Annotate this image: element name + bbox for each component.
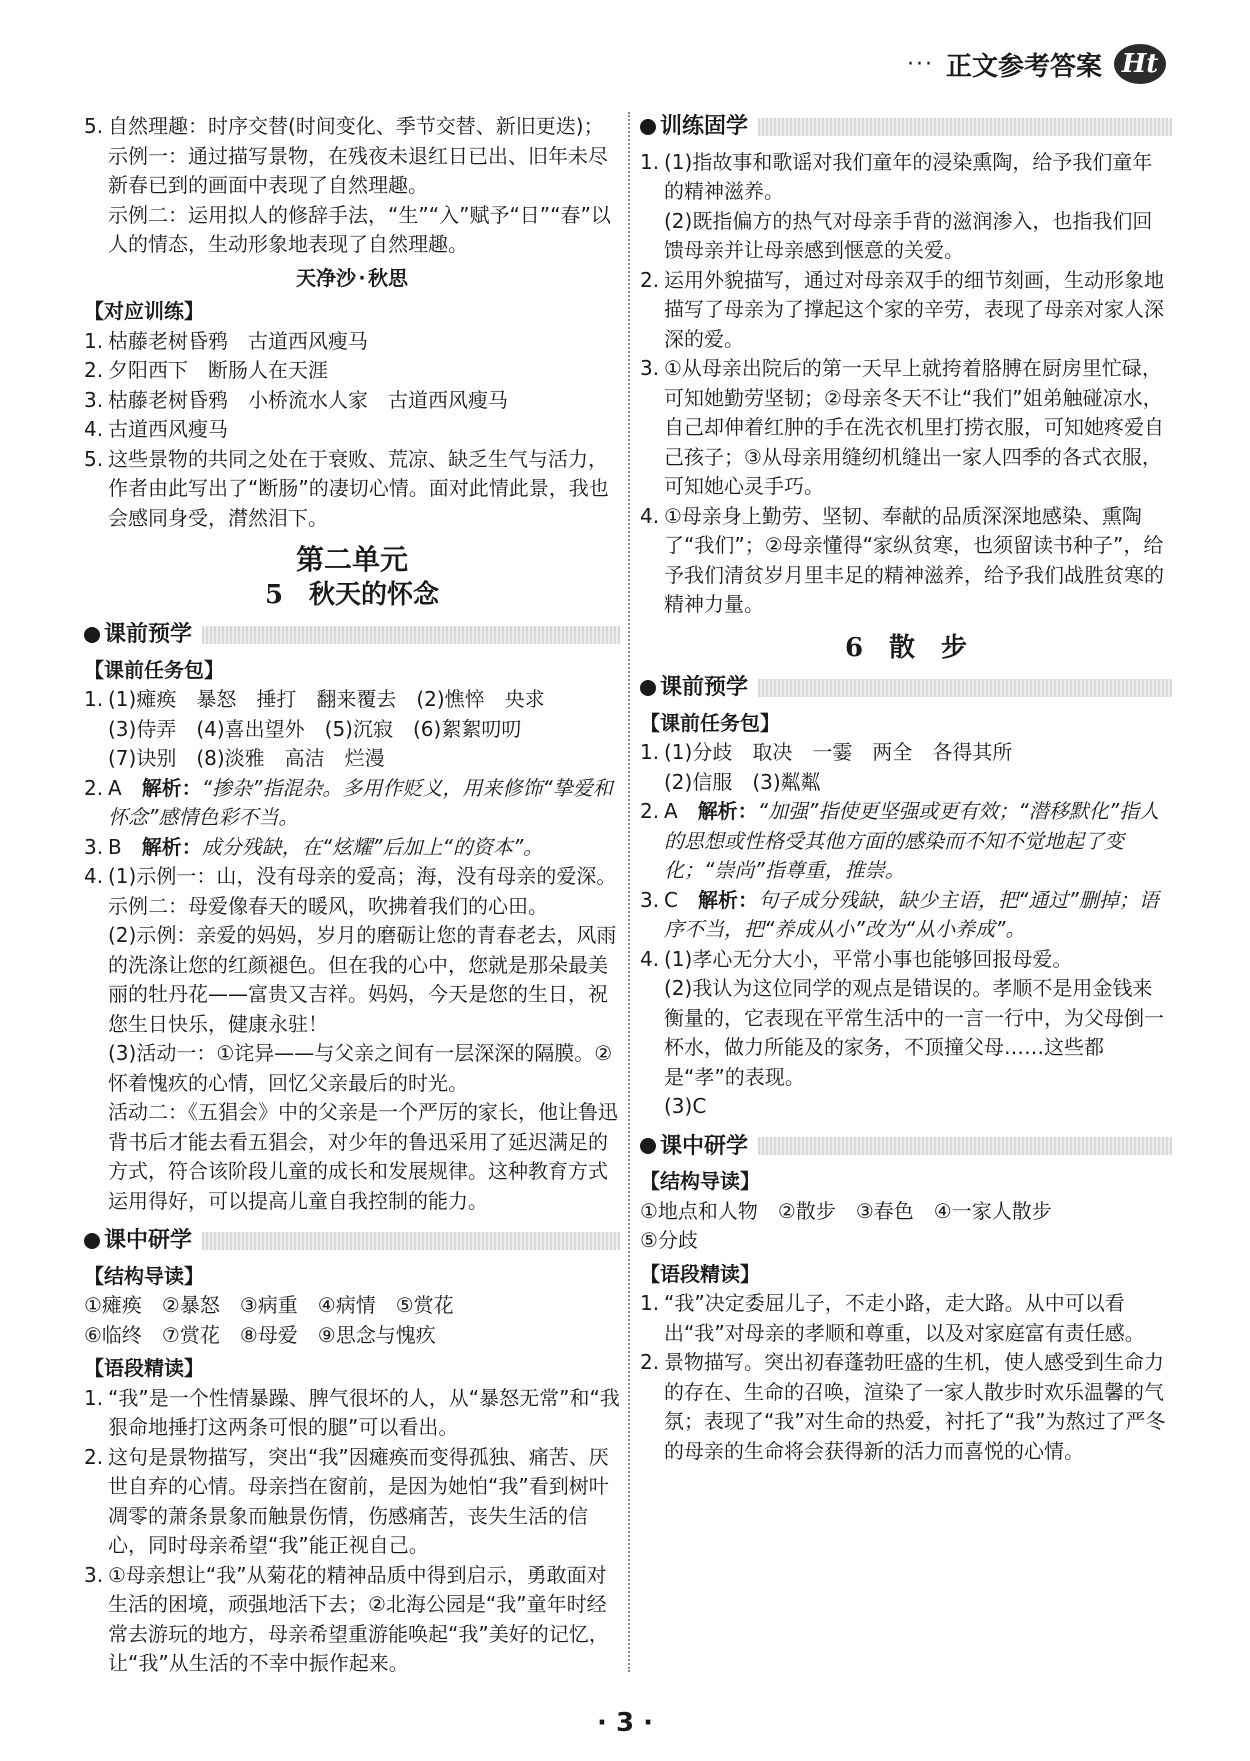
list-item: 2. 运用外貌描写，通过对母亲双手的细节刻画，生动形象地描写了母亲为了撑起这个家的辛劳，表现了母亲对家人深深的爱。	[640, 267, 1164, 351]
list-item: 2. 这句是景物描写，突出“我”因瘫痪而变得孤独、痛苦、厌世自弃的心情。母亲挡在窗前，是因为她怕“我”看到树叶凋零的萧条景象而触景伤情，伤感痛苦，丧失生活的信心，同时母亲希望“我”能正视自己。	[84, 1444, 609, 1557]
left-column: 5. 自然理趣：时序交替(时间变化、季节交替、新旧更迭)； 示例一：通过描写景物，在残夜未退红日已出、旧年未尽新春已到的画面中表现了自然理趣。 示例二：运用拟人的修辞手法，“生”“入”赋予“日”“春”以人的情态，生动形象地表现了自然理趣。 天净沙·秋思 【对应训练】 1. 枯藤老树昏鸦 古道西风瘦马 2. 夕阳西下 断肠人在天涯 3. 枯藤老树昏鸦 小桥流水人家 古道西风瘦马 4. 古道西风瘦马 5. 这些景物的共同之处在于衰败、荒凉、缺乏生气与活力，作者由此写出了“断肠”的凄切心情。面对此情此景，我也会感同身受，潸然泪下。 第二单元 5 秋天的怀念 课前预学 【课前任务包】 1. (1)瘫痪 暴怒 捶打 翻来覆去 (2)憔悴 央求 (3)侍弄 (4)喜出望外 (5)沉寂 (6)絮絮叨叨 (7)诀别 (8)淡雅 高洁 烂漫 2. A 解析：“掺杂”指混杂。多用作贬义，用来修饰“挚爱和怀念”感情色彩不当。 3. B 解析：成分残缺，在“炫耀”后加上“的资本”。 4. (1)示例一：山，没有母亲的爱高；海，没有母亲的爱深。 示例二：母爱像春天的暖风，吹拂着我们的心田。 (2)示例：亲爱的妈妈，岁月的磨砺让您的青春老去，风雨的洗涤让您的红颜褪色。但在我的心中，您就是那朵最美丽的牡丹花——富贵又吉祥。妈妈，今天是您的生日，祝您生日快乐，健康永驻！ (3)活动一：①诧异——与父亲之间有一层深深的隔膜。②怀着愧疚的心情，回忆父亲最后的时光。 活动二：《五猖会》中的父亲是一个严厉的家长，他让鲁迅背书后才能去看五猖会，对少年的鲁迅采用了延迟满足的方式，符合该阶段儿童的成长和发展规律。这种教育方式运用得好，可以提高儿童自我控制的能力。 课中研学 【结构导读】 ①瘫痪 ②暴怒 ③病重 ④病情 ⑤赏花 ⑥临终 ⑦赏花 ⑧母爱 ⑨思念与愧疚 【语段精读】 1. “我”是一个性情暴躁、脾气很坏的人，从“暴怒无常”和“我狠命地捶打这两条可恨的腿”可以看出。 2. 这句是景物描写，突出“我”因瘫痪而变得孤独、痛苦、厌世自弃的心情。母亲挡在窗前，是因为她怕“我”看到树叶凋零的萧条景象而触景伤情，伤感痛苦，丧失生活的信心，同时母亲希望“我”能正视自己。 3. ①母亲想让“我”从菊花的精神品质中得到启示，勇敢面对生活的困境，顽强地活下去；②北海公园是“我”童年时经常去游玩的地方，母亲希望重游能唤起“我”美好的记忆，让“我”从生活的不幸中振作起来。	[84, 112, 620, 1679]
header-dots: ···	[907, 51, 934, 77]
section-header: 课中研学	[84, 1226, 620, 1256]
list-item: 5. 自然理趣：时序交替(时间变化、季节交替、新旧更迭)； 示例一：通过描写景物，在残夜未退红日已出、旧年未尽新春已到的画面中表现了自然理趣。 示例二：运用拟人的修辞手法，“生”“入”赋予“日”“春”以人的情态，生动形象地表现了自然理趣。	[84, 114, 611, 256]
ht-logo-icon: Ht	[1114, 44, 1166, 84]
list-item: 3. 枯藤老树昏鸦 小桥流水人家 古道西风瘦马	[84, 387, 508, 412]
list-item: 3. ①从母亲出院后的第一天早上就挎着胳膊在厨房里忙碌，可知她勤劳坚韧；②母亲冬天不让“我们”姐弟触碰凉水，自己却伸着红肿的手在洗衣机里打捞衣服，可知她疼爱自己孩子；③从母亲用缝纫机缝出一家人四季的各式衣服，可知她心灵手巧。	[640, 356, 1164, 498]
list-item: 3. C 解析：句子成分残缺，缺少主语，把“通过”删掉；语序不当，把“养成从小”改为“从小养成”。	[640, 887, 1159, 941]
lesson-title: 6 散 步	[844, 632, 968, 663]
section-header: 课前预学	[640, 673, 1172, 703]
list-item: 2. 景物描写。突出初春蓬勃旺盛的生机，使人感受到生命力的存在、生命的召唤，渲染了一家人散步时欢乐温馨的气氛；表现了“我”对生命的热爱，衬托了“我”为熬过了严冬的母亲的生命将会获得新的活力而喜悦的心情。	[640, 1350, 1166, 1463]
page-number: · 3 ·	[597, 1708, 653, 1738]
list-item: 5. 这些景物的共同之处在于衰败、荒凉、缺乏生气与活力，作者由此写出了“断肠”的凄切心情。面对此情此景，我也会感同身受，潸然泪下。	[84, 446, 609, 530]
list-item: 2. A 解析：“掺杂”指混杂。多用作贬义，用来修饰“挚爱和怀念”感情色彩不当。	[84, 775, 613, 829]
list-item: 2. 夕阳西下 断肠人在天涯	[84, 358, 328, 382]
list-item: 4. ①母亲身上勤劳、坚韧、奉献的品质深深地感染、熏陶了“我们”；②母亲懂得“家纵贫寒，也须留读书种子”，给予我们清贫岁月里丰足的精神滋养，给予我们战胜贫寒的精神力量。	[640, 503, 1164, 616]
right-column: 训练固学 1. (1)指故事和歌谣对我们童年的浸染熏陶，给予我们童年的精神滋养。 (2)既指偏方的热气对母亲手背的滋润渗入，也指我们回馈母亲并让母亲感到惬意的关爱。 2. 运用外貌描写，通过对母亲双手的细节刻画，生动形象地描写了母亲为了撑起这个家的辛劳，表现了母亲对家人深深的爱。 3. ①从母亲出院后的第一天早上就挎着胳膊在厨房里忙碌，可知她勤劳坚韧；②母亲冬天不让“我们”姐弟触碰凉水，自己却伸着红肿的手在洗衣机里打捞衣服，可知她疼爱自己孩子；③从母亲用缝纫机缝出一家人四季的各式衣服，可知她心灵手巧。 4. ①母亲身上勤劳、坚韧、奉献的品质深深地感染、熏陶了“我们”；②母亲懂得“家纵贫寒，也须留读书种子”，给予我们清贫岁月里丰足的精神滋养，给予我们战胜贫寒的精神力量。 6 散 步 课前预学 【课前任务包】 1. (1)分歧 取决 一霎 两全 各得其所 (2)信服 (3)粼粼 2. A 解析：“加强”指使更坚强或更有效；“潜移默化”指人的思想或性格受其他方面的感染而不知不觉地起了变化；“崇尚”指尊重，推崇。 3. C 解析：句子成分残缺，缺少主语，把“通过”删掉；语序不当，把“养成从小”改为“从小养成”。 4. (1)孝心无分大小，平常小事也能够回报母爱。 (2)我认为这位同学的观点是错误的。孝顺不是用金钱来衡量的，它表现在平常生活中的一言一行中，为父母倒一杯水，做力所能及的家务，不顶撞父母……这些都是“孝”的表现。 (3)C 课中研学 【结构导读】 ①地点和人物 ②散步 ③春色 ④一家人散步 ⑤分歧 【语段精读】 1. “我”决定委屈儿子，不走小路，走大路。从中可以看出“我”对母亲的孝顺和尊重，以及对家庭富有责任感。 2. 景物描写。突出初春蓬勃旺盛的生机，使人感受到生命力的存在、生命的召唤，渲染了一家人散步时欢乐温馨的气氛；表现了“我”对生命的热爱，衬托了“我”为熬过了严冬的母亲的生命将会获得新的活力而喜悦的心情。	[640, 112, 1172, 1466]
list-item: 4. (1)孝心无分大小，平常小事也能够回报母爱。 (2)我认为这位同学的观点是错误的。孝顺不是用金钱来衡量的，它表现在平常生活中的一言一行中，为父母倒一杯水，做力所能及的家务，不顶撞父母……这些都是“孝”的表现。 (3)C	[640, 946, 1164, 1118]
list-item: 3. ①母亲想让“我”从菊花的精神品质中得到启示，勇敢面对生活的困境，顽强地活下去；②北海公园是“我”童年时经常去游玩的地方，母亲希望重游能唤起“我”美好的记忆，让“我”从生活的不幸中振作起来。	[84, 1562, 609, 1675]
bullet-dot-icon	[84, 1233, 100, 1249]
bullet-dot-icon	[640, 680, 656, 696]
lesson-title: 5 秋天的怀念	[264, 579, 440, 610]
list-item: 1. (1)指故事和歌谣对我们童年的浸染熏陶，给予我们童年的精神滋养。 (2)既指偏方的热气对母亲手背的滋润渗入，也指我们回馈母亲并让母亲感到惬意的关爱。	[640, 149, 1153, 262]
bullet-dot-icon	[640, 119, 656, 135]
header-title: 正文参考答案	[945, 51, 1102, 82]
list-item: 4. (1)示例一：山，没有母亲的爱高；海，没有母亲的爱深。 示例二：母爱像春天的暖风，吹拂着我们的心田。 (2)示例：亲爱的妈妈，岁月的磨砺让您的青春老去，风雨的洗涤让您的红颜褪色。但在我的心中，您就是那朵最美丽的牡丹花——富贵又吉祥。妈妈，今天是您的生日，祝您生日快乐，健康永驻！ (3)活动一：①诧异——与父亲之间有一层深深的隔膜。②怀着愧疚的心情，回忆父亲最后的时光。 活动二：《五猖会》中的父亲是一个严厉的家长，他让鲁迅背书后才能去看五猖会，对少年的鲁迅采用了延迟满足的方式，符合该阶段儿童的成长和发展规律。这种教育方式运用得好，可以提高儿童自我控制的能力。	[84, 864, 618, 1213]
bullet-dot-icon	[640, 1138, 656, 1154]
list-item: 2. A 解析：“加强”指使更坚强或更有效；“潜移默化”指人的思想或性格受其他方面的感染而不知不觉地起了变化；“崇尚”指尊重，推崇。	[640, 799, 1160, 882]
unit-title: 第二单元	[295, 543, 408, 576]
list-item: 1. (1)瘫痪 暴怒 捶打 翻来覆去 (2)憔悴 央求 (3)侍弄 (4)喜出望外 (5)沉寂 (6)絮絮叨叨 (7)诀别 (8)淡雅 高洁 烂漫	[84, 687, 545, 770]
poem-title: 天净沙·秋思	[295, 265, 409, 290]
section-header: 训练固学	[640, 112, 1172, 142]
section-header: 课中研学	[640, 1132, 1172, 1162]
bullet-dot-icon	[84, 627, 100, 643]
column-divider	[628, 112, 630, 1672]
list-item: 1. 枯藤老树昏鸦 古道西风瘦马	[84, 328, 368, 353]
list-item: 1. (1)分歧 取决 一霎 两全 各得其所 (2)信服 (3)粼粼	[640, 740, 1013, 794]
page-header	[907, 44, 1166, 84]
list-item: 1. “我”决定委屈儿子，不走小路，走大路。从中可以看出“我”对母亲的孝顺和尊重，以及对家庭富有责任感。	[640, 1291, 1145, 1345]
list-item: 1. “我”是一个性情暴躁、脾气很坏的人，从“暴怒无常”和“我狠命地捶打这两条可恨的腿”可以看出。	[84, 1385, 620, 1439]
list-item: 4. 古道西风瘦马	[84, 417, 228, 441]
section-header: 课前预学	[84, 620, 620, 650]
list-item: 3. B 解析：成分残缺，在“炫耀”后加上“的资本”。	[84, 834, 544, 859]
poem-bracket: 【对应训练】	[84, 299, 204, 323]
